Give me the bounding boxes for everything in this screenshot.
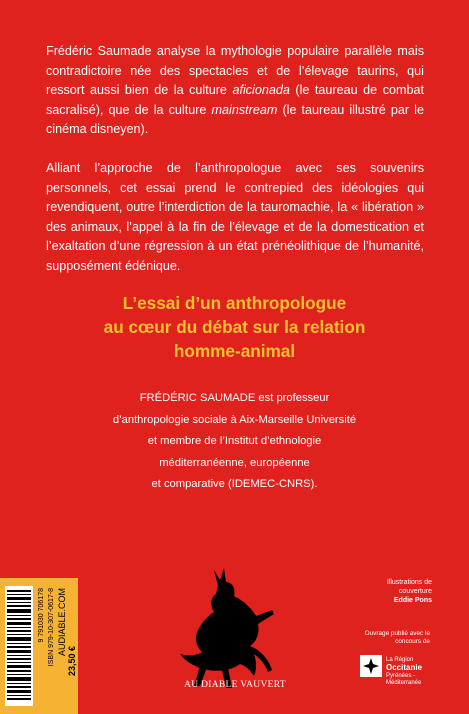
synopsis-emphasis: aficionada (232, 83, 290, 97)
barcode (5, 586, 33, 706)
barcode-panel (0, 578, 78, 714)
barcode-bars-icon (7, 590, 31, 702)
region-sub: Pyrénées - Méditerranée (386, 673, 422, 686)
illustration-credits (352, 578, 432, 605)
tagline-line: homme-animal (173, 341, 296, 361)
credits-label: Illustrations de couverture (386, 579, 432, 595)
tagline-line: au cœur du débat sur la relation (103, 317, 366, 337)
bio-line: FRÉDÉRIC SAUMADE est professeur (139, 392, 330, 404)
credits-name: Eddie Pons (393, 597, 432, 604)
synopsis-paragraph-2: Alliant l’approche de l’anthropologue avec ses souvenirs personnels, cet essai prend le contrepied des idéologies qui revendiquent, outre l’interdiction de la tauromachie, la « libération » des animaux, l’appel à la fin de l’élevage et de la domestication et l’exaltation d’une régression à un état prénéolithique de l’humanité, supposément édénique. (46, 161, 424, 273)
bio-line: d’anthropologie sociale à Aix-Marseille Université (112, 413, 357, 426)
region-logo (360, 651, 430, 685)
isbn: ISBN 979-10-307-0617-8 (48, 588, 55, 667)
bio-line: et membre de l’Institut d’ethnologie (147, 435, 322, 447)
publisher-name: AU DIABLE VAUVERT (184, 680, 286, 690)
price: 23,50 € (67, 646, 77, 677)
tagline (40, 291, 429, 363)
synopsis-emphasis: mainstream (211, 102, 278, 117)
occitanie-cross-icon (360, 655, 382, 677)
region-small: La Région (386, 657, 414, 663)
synopsis-text: (le taureau de combat sacralisé), que de la culture (46, 83, 424, 117)
bio-line: méditerranéenne, européenne (159, 456, 310, 469)
author-bio (40, 388, 429, 496)
synopsis-text: (le taureau illustré par le cinéma disneyen). (46, 102, 424, 136)
tagline-line: L’essai d’un anthropologue (122, 293, 347, 313)
support-notice: Ouvrage publié avec le concours de (364, 630, 430, 645)
barcode-digits: 9 791030 706178 (38, 588, 45, 643)
synopsis-paragraph-1 (46, 42, 424, 140)
region-name: Occitanie (386, 663, 423, 672)
region-text (386, 657, 430, 687)
synopsis-text: Frédéric Saumade analyse la mythologie populaire parallèle mais contradictoire née des spectacles et de l’élevage taurins, qui ressort aussi bien de la culture (46, 44, 424, 97)
bio-line: et comparative (IDEMEC-CNRS). (151, 478, 318, 490)
publisher-site: AUDIABLE.COM (57, 588, 67, 657)
devil-matador-logo-icon (160, 566, 310, 714)
